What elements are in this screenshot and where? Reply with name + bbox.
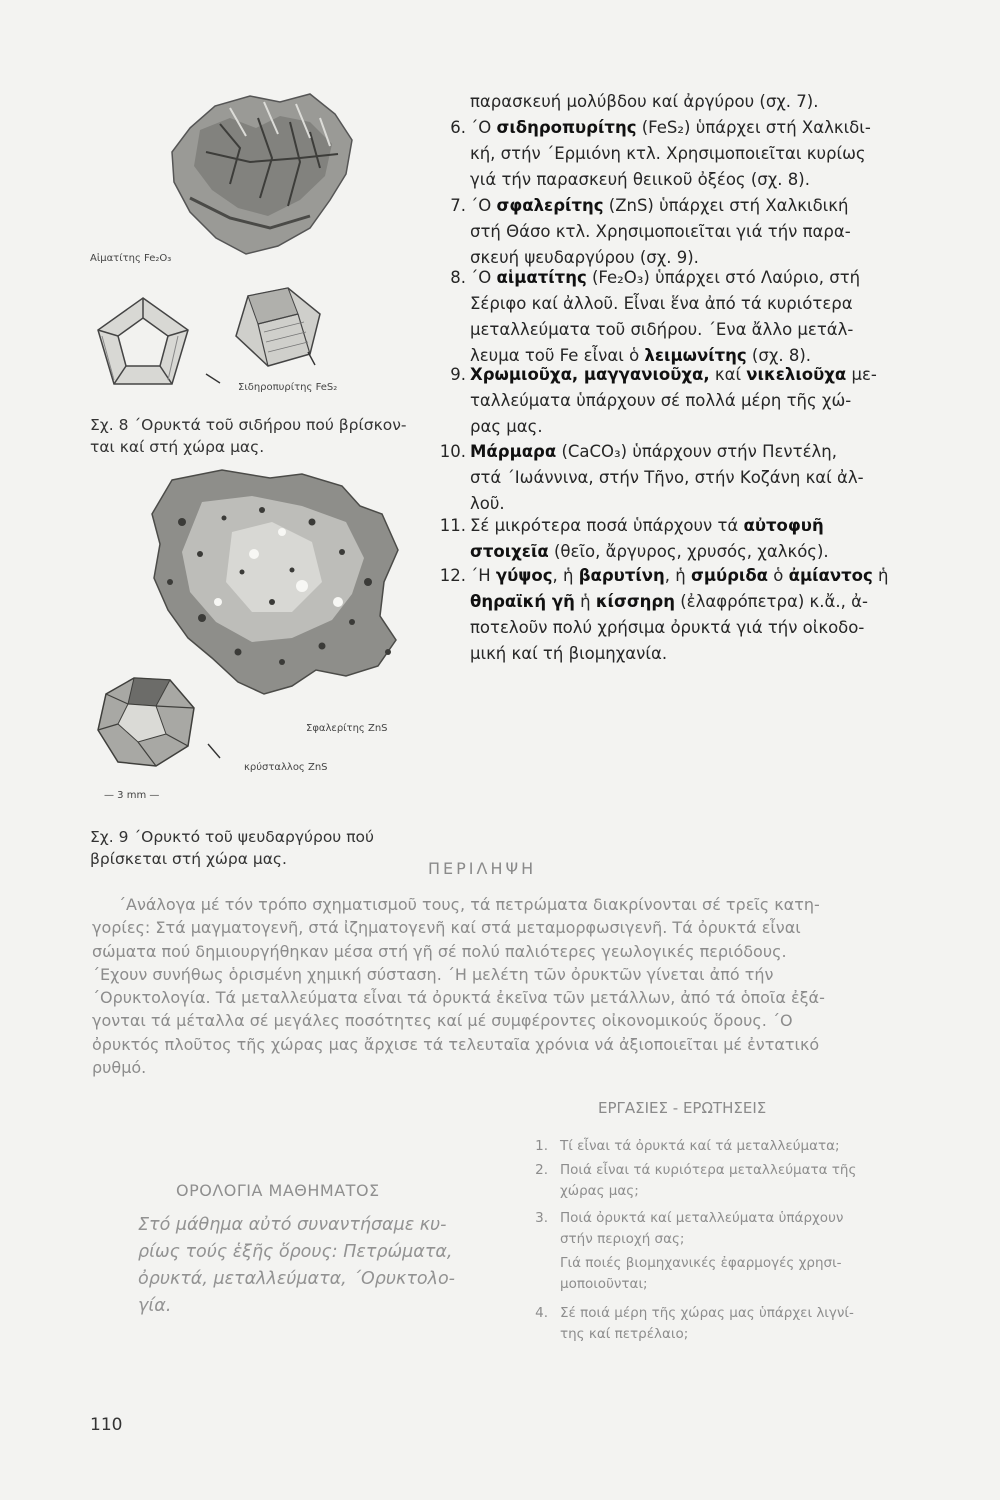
mineral-term: σφαλερίτης: [496, 196, 604, 215]
mineral-term: βαρυτίνη: [578, 566, 665, 585]
list-item-line: στά ΄Ιωάννινα, στήν Τῆνο, στήν Κοζάνη καί ἀλ-: [470, 468, 864, 487]
list-item-text: καί: [709, 365, 747, 384]
mineral-term: σιδηροπυρίτης: [496, 118, 637, 137]
list-item-number: 7.: [450, 196, 466, 215]
summary-line: ΄Εχουν συνήθως ὁρισμένη χημική σύσταση. ΄Η μελέτη τῶν ὀρυκτῶν γίνεται ἀπό τήν: [92, 964, 774, 984]
list-item-text: [470, 115, 932, 141]
list-item-text: παρασκευή μολύβδου καί ἀργύρου (σχ. 7).: [470, 92, 819, 111]
list-item-line: στή Θάσο κτλ. Χρησιμοποιεῖται γιά τήν παρα-: [470, 222, 851, 241]
sphalerite-label: Σφαλερίτης ZnS: [306, 723, 388, 734]
list-item-text: [470, 265, 932, 291]
list-item-number: 6.: [450, 118, 466, 137]
list-item-line: [470, 539, 932, 565]
list-item-text: [470, 513, 932, 539]
question-line: Ποιά ὀρυκτά καί μεταλλεύματα ὑπάρχουν: [560, 1210, 844, 1226]
summary-paragraph: [92, 893, 912, 1079]
question-number: 1.: [535, 1138, 548, 1154]
list-item-text: λευμα τοῦ Fe εἶναι ὁ: [470, 346, 645, 365]
list-item-text: , ἡ: [664, 566, 691, 585]
hematite-specimen-image: [160, 88, 360, 263]
list-item: [432, 513, 932, 565]
list-item-line: λοῦ.: [470, 494, 505, 513]
list-item: [432, 362, 932, 440]
mineral-term: νικελιοῦχα: [746, 365, 847, 384]
list-item: [432, 563, 932, 667]
terminology-line: ρίως τούς ἑξῆς ὅρους: Πετρώματα,: [138, 1242, 453, 1262]
question-line: Σέ ποιά μέρη τῆς χώρας μας ὑπάρχει λιγνί-: [560, 1305, 854, 1321]
summary-heading: ΠΕΡΙΛΗΨΗ: [428, 859, 537, 878]
list-item-text: με-: [846, 365, 877, 384]
mineral-term: θηραϊκή γῆ: [470, 592, 575, 611]
terminology-line: ὀρυκτά, μεταλλεύματα, ΄Ορυκτολο-: [138, 1269, 455, 1289]
list-item-line: ταλλεύματα ὑπάρχουν σέ πολλά μέρη τῆς χώ-: [470, 391, 852, 410]
pointer-arrow-icon: [306, 350, 318, 368]
list-item-text: (ZnS) ὑπάρχει στή Χαλκιδική: [603, 196, 849, 215]
question-line: Τί εἶναι τά ὀρυκτά καί τά μεταλλεύματα;: [560, 1138, 840, 1154]
list-item: [432, 265, 932, 369]
pyrite-crystal-left-image: [88, 292, 198, 402]
summary-line: σώματα πού δημιουργήθηκαν μέσα στή γῆ σέ πολύ παλιότερες γεωλογικές περιόδους.: [92, 941, 787, 961]
mineral-term: Χρωμιοῦχα, μαγγανιοῦχα,: [470, 365, 710, 384]
mineral-term: λειμωνίτης: [644, 346, 747, 365]
list-item: [432, 439, 932, 517]
terminology-line: γία.: [138, 1296, 172, 1316]
question-number: 3.: [535, 1210, 548, 1226]
mineral-term: στοιχεῖα: [470, 542, 549, 561]
list-item-text: [470, 193, 932, 219]
list-item-text: (θεῖο, ἄργυρος, χρυσός, χαλκός).: [548, 542, 829, 561]
list-item-text: ΄Η: [470, 566, 496, 585]
terminology-heading: ΟΡΟΛΟΓΙΑ ΜΑΘΗΜΑΤΟΣ: [176, 1181, 380, 1200]
question-number: 2.: [535, 1162, 548, 1178]
list-item-line: μεταλλεύματα τοῦ σιδήρου. ΄Ενα ἄλλο μετάλ-: [470, 320, 854, 339]
list-item-text: (CaCO₃) ὑπάρχουν στήν Πεντέλη,: [556, 442, 837, 461]
list-item: [432, 89, 932, 115]
question-line: της καί πετρέλαιο;: [560, 1326, 689, 1342]
mineral-term: γύψος: [495, 566, 553, 585]
terminology-line: Στό μάθημα αὐτό συναντήσαμε κυ-: [138, 1215, 447, 1235]
list-item-text: ὁ: [768, 566, 789, 585]
list-item-text: (Fe₂O₃) ὑπάρχει στό Λαύριο, στή: [586, 268, 861, 287]
mineral-term: σμύριδα: [690, 566, 769, 585]
summary-line: ὀρυκτός πλοῦτος τῆς χώρας μας ἄρχισε τά τελευταῖα χρόνια νά ἀξιοποιεῖται μέ ἐντατικό: [92, 1034, 820, 1054]
list-item-text: [470, 362, 932, 388]
mineral-term: αὐτοφυῆ: [743, 516, 824, 535]
list-item-text: ΄Ο: [470, 268, 497, 287]
pyrite-label: Σιδηροπυρίτης FeS₂: [238, 382, 338, 393]
list-item-number: 11.: [439, 516, 466, 535]
scale-bar-label: — 3 mm —: [104, 790, 160, 801]
question-number: 4.: [535, 1305, 548, 1321]
list-item-text: [470, 563, 932, 589]
summary-line: ΄Ορυκτολογία. Τά μεταλλεύματα εἶναι τά ὀρυκτά ἐκεῖνα τῶν μετάλλων, ἀπό τά ὁποῖα ἐξά-: [92, 988, 825, 1008]
list-item-text: ἡ: [872, 566, 889, 585]
figure-9-caption-line: βρίσκεται στή χώρα μας.: [90, 850, 287, 868]
sphalerite-crystal-image: [94, 672, 200, 772]
list-item-text: ΄Ο: [470, 118, 497, 137]
list-item-line: σκευή ψευδαργύρου (σχ. 9).: [470, 248, 699, 267]
hematite-label: Αἱματίτης Fe₂O₃: [90, 253, 172, 264]
list-item-text: ΄Ο: [470, 196, 497, 215]
list-item-text: [470, 439, 932, 465]
question-line: Ποιά εἶναι τά κυριότερα μεταλλεύματα τῆς: [560, 1162, 857, 1178]
figure-8-caption: [90, 414, 410, 458]
summary-line: γορίες: Στά μαγματογενῆ, στά ἰζηματογενῆ καί στά μεταμορφωσιγενῆ. Τά ὀρυκτά εἶναι: [92, 918, 801, 938]
page-number: 110: [90, 1415, 123, 1435]
figure-8-caption-line: ται καί στή χώρα μας.: [90, 438, 265, 456]
list-item-line: κή, στήν ΄Ερμιόνη κτλ. Χρησιμοποιεῖται κυρίως: [470, 144, 866, 163]
list-item-line: γιά τήν παρασκευή θειικοῦ ὀξέος (σχ. 8).: [470, 170, 810, 189]
list-item-text: (σχ. 8).: [746, 346, 812, 365]
question-line: χώρας μας;: [560, 1183, 639, 1199]
pointer-arrow-icon: [206, 742, 224, 762]
mineral-term: κίσσηρη: [595, 592, 675, 611]
list-item: [432, 115, 932, 193]
summary-line: γονται τά μέταλλα σέ μεγάλες ποσότητες καί μέ συμφέροντες οἰκονομικούς ὅρους. ΄Ο: [92, 1011, 793, 1031]
list-item-number: 8.: [450, 268, 466, 287]
question-item: [534, 1136, 914, 1157]
question-line: μοποιοῦνται;: [560, 1276, 648, 1292]
figure-8-caption-line: Σχ. 8 ΄Ορυκτά τοῦ σιδήρου πού βρίσκον-: [90, 416, 407, 434]
mineral-term: αἱματίτης: [496, 268, 587, 287]
list-item-number: 10.: [439, 442, 466, 461]
figure-9-caption: [90, 826, 410, 870]
list-item-line: ποτελοῦν πολύ χρήσιμα ὀρυκτά γιά τήν οἰκοδο-: [470, 618, 865, 637]
summary-line: ρυθμό.: [92, 1058, 147, 1078]
questions-heading: ΕΡΓΑΣΙΕΣ - ΕΡΩΤΗΣΕΙΣ: [598, 1099, 767, 1117]
question-line: στήν περιοχή σας;: [560, 1231, 685, 1247]
list-item: [432, 193, 932, 271]
question-item: [534, 1208, 914, 1295]
terminology-text: [138, 1212, 498, 1320]
summary-line: ΄Ανάλογα μέ τόν τρόπο σχηματισμοῦ τους, τά πετρώματα διακρίνονται σέ τρεῖς κατη-: [118, 895, 820, 914]
list-item-line: [470, 589, 932, 615]
pointer-arrow-icon: [204, 372, 224, 386]
question-line: Γιά ποιές βιομηχανικές ἐφαρμογές χρησι-: [560, 1255, 842, 1271]
list-item-number: 12.: [439, 566, 466, 585]
sphalerite-specimen-image: [142, 462, 414, 702]
list-item-text: (FeS₂) ὑπάρχει στή Χαλκιδι-: [636, 118, 871, 137]
question-item: [534, 1160, 914, 1202]
question-item: [534, 1303, 914, 1345]
list-item-text: , ἡ: [552, 566, 579, 585]
mineral-term: ἀμίαντος: [788, 566, 873, 585]
list-item-line: μική καί τή βιομηχανία.: [470, 644, 668, 663]
list-item-text: ἡ: [574, 592, 596, 611]
list-item-text: (ἐλαφρόπετρα) κ.ἄ., ἀ-: [674, 592, 868, 611]
crystal-label: κρύσταλλος ZnS: [244, 762, 328, 773]
figure-9-caption-line: Σχ. 9 ΄Ορυκτό τοῦ ψευδαργύρου πού: [90, 828, 374, 846]
mineral-term: Μάρμαρα: [470, 442, 557, 461]
list-item-text: Σέ μικρότερα ποσά ὑπάρχουν τά: [470, 516, 744, 535]
list-item-line: Σέριφο καί ἀλλοῦ. Εἶναι ἕνα ἀπό τά κυριότερα: [470, 294, 853, 313]
list-item-number: 9.: [450, 365, 466, 384]
list-item-line: ρας μας.: [470, 417, 543, 436]
